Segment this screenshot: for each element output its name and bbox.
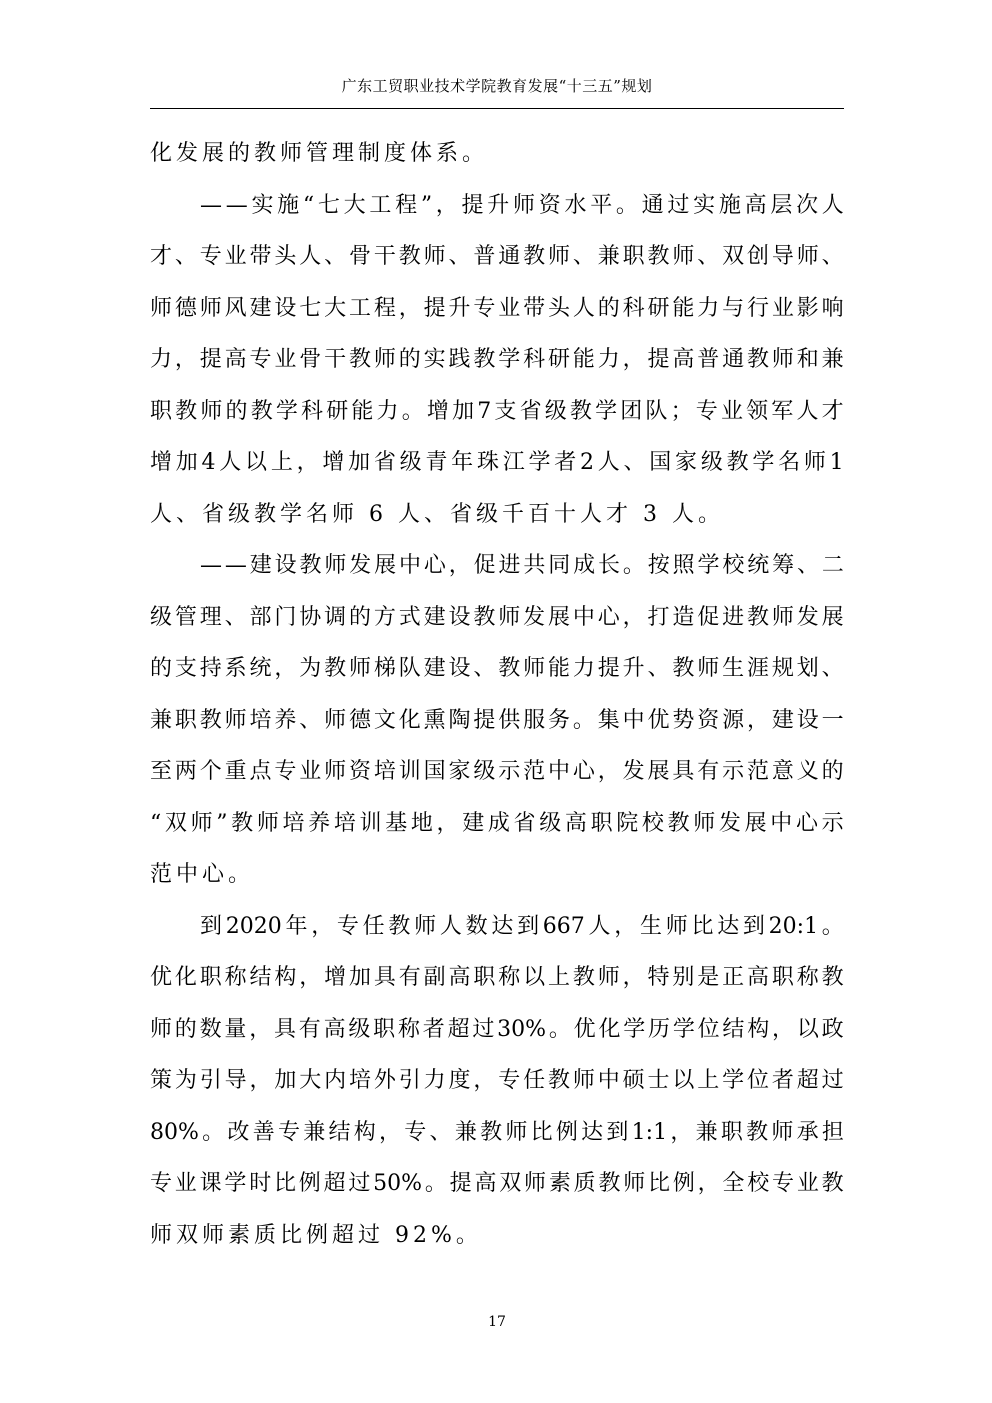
text-line: 至 两 个 重 点 专 业 师 资 培 训 国 家 级 示 范 中 心 ， 发 展 具 有 示 范 意 义 的: [150, 759, 844, 784]
text-line: 范中心。: [150, 862, 255, 887]
text-line: 的 支 持 系 统 ， 为 教 师 梯 队 建 设 、 教 师 能 力 提 升 、 教 师 生 涯 规 划 、: [150, 656, 844, 681]
text-line: “ 双 师 ” 教 师 培 养 培 训 基 地 ， 建 成 省 级 高 职 院 校 教 师 发 展 中 心 示: [150, 810, 844, 836]
text-line: 策 为 引 导 ， 加 大 内 培 外 引 力 度 ， 专 任 教 师 中 硕 士 以 上 学 位 者 超 过: [150, 1068, 844, 1093]
header-divider: [150, 108, 844, 109]
text-line: 师 的 数 量 ， 具 有 高 级 职 称 者 超 过 30% 。 优 化 学 历 学 位 结 构 ， 以 政: [150, 1016, 844, 1042]
running-header: 广东工贸职业技术学院教育发展“十三五”规划: [341, 77, 653, 95]
text-line: 级 管 理 、 部 门 协 调 的 方 式 建 设 教 师 发 展 中 心 ， 打 造 促 进 教 师 发 展: [150, 604, 844, 630]
text-line: 专 业 课 学 时 比 例 超 过 50% 。 提 高 双 师 素 质 教 师 比 例 ， 全 校 专 业 教: [150, 1171, 844, 1196]
text-line: — — 实 施 “ 七 大 工 程 ” ， 提 升 师 资 水 平 。 通 过 实 施 高 层 次 人: [200, 192, 844, 218]
text-line: 兼 职 教 师 培 养 、 师 德 文 化 熏 陶 提 供 服 务 。 集 中 优 势 资 源 ， 建 设 一: [150, 707, 844, 733]
text-line: 力 ， 提 高 专 业 骨 干 教 师 的 实 践 教 学 科 研 能 力 ， 提 高 普 通 教 师 和 兼: [150, 347, 844, 372]
text-line: 80% 。 改 善 专 兼 结 构 ， 专 、 兼 教 师 比 例 达 到 1:1 ， 兼 职 教 师 承 担: [150, 1119, 844, 1145]
text-line: 优 化 职 称 结 构 ， 增 加 具 有 副 高 职 称 以 上 教 师 ， 特 别 是 正 高 职 称 教: [150, 965, 844, 990]
text-line: 增 加 4 人 以 上 ， 增 加 省 级 青 年 珠 江 学 者 2 人 、 国 家 级 教 学 名 师 1: [150, 450, 844, 475]
page-number: 17: [488, 1314, 506, 1330]
text-line: 人、省级教学名师 6 人、省级千百十人才 3 人。: [150, 501, 724, 527]
text-line: 师双师素质比例超过 92%。: [150, 1222, 482, 1248]
body-text: [150, 136, 844, 1269]
text-line: — — 建 设 教 师 发 展 中 心 ， 促 进 共 同 成 长 。 按 照 学 校 统 筹 、 二: [200, 553, 844, 578]
text-line: 化发展的教师管理制度体系。: [150, 141, 489, 166]
text-line: 才 、 专 业 带 头 人 、 骨 干 教 师 、 普 通 教 师 、 兼 职 教 师 、 双 创 导 师 、: [150, 244, 844, 269]
text-line: 到 2020 年 ， 专 任 教 师 人 数 达 到 667 人 ， 生 师 比 达 到 20:1 。: [200, 913, 844, 939]
text-line: 师 德 师 风 建 设 七 大 工 程 ， 提 升 专 业 带 头 人 的 科 研 能 力 与 行 业 影 响: [150, 295, 844, 321]
text-line: 职 教 师 的 教 学 科 研 能 力 。 增 加 7 支 省 级 教 学 团 队 ； 专 业 领 军 人 才: [150, 398, 844, 424]
